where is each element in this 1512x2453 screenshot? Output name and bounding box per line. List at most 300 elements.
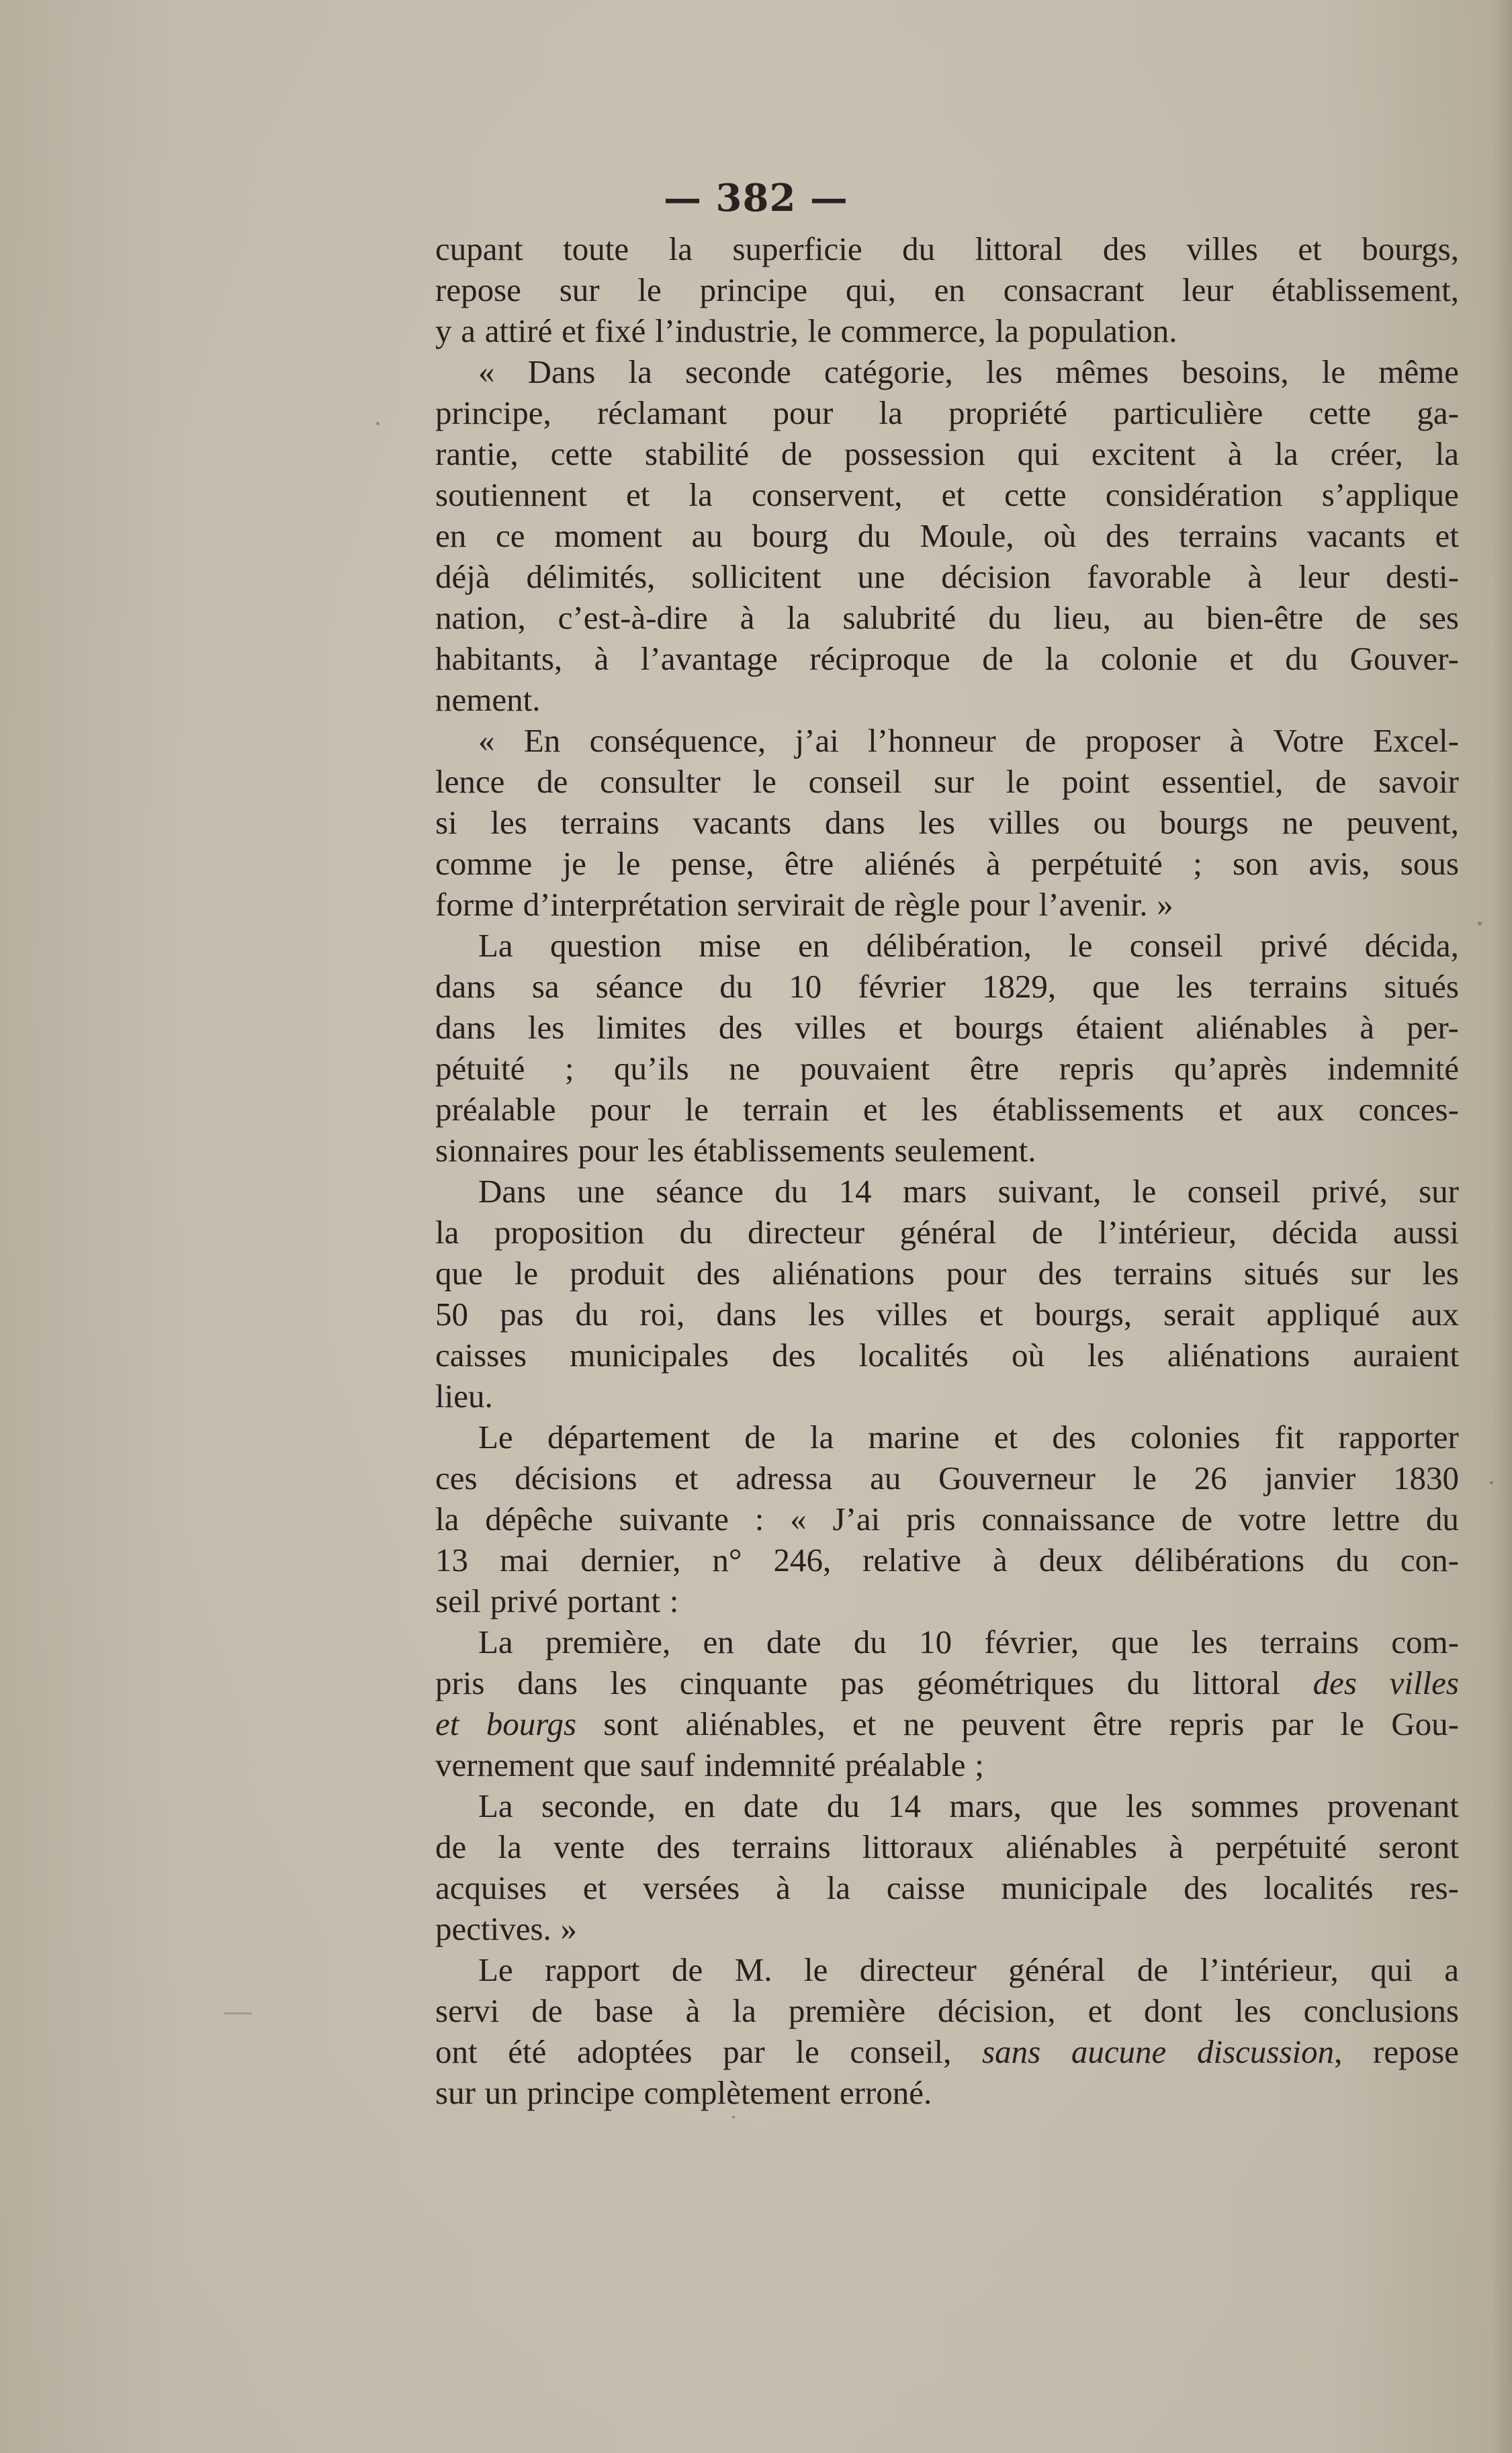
text-word: en [703, 1623, 734, 1660]
text-word: des [718, 1009, 763, 1046]
text-word: possession [844, 435, 985, 472]
text-word: au [870, 1460, 901, 1497]
text-word: le [803, 1951, 828, 1988]
text-word: la [732, 1992, 756, 2029]
text-word: servi [435, 1992, 500, 2029]
text-word: de [1025, 722, 1057, 759]
text-word: portant [567, 1582, 660, 1619]
text-line [435, 1048, 1459, 1089]
text-word: son [1232, 845, 1279, 882]
text-word: je [562, 845, 586, 882]
text-word: bourgs [486, 1705, 577, 1742]
text-word: La [478, 1623, 513, 1660]
text-word: aliénables [1006, 1828, 1137, 1865]
text-word: séance [595, 968, 684, 1005]
text-word: dont [1143, 1992, 1203, 2029]
text-word: colonie [1100, 640, 1198, 677]
text-word: par [723, 2033, 765, 2070]
text-word: provenant [1327, 1787, 1459, 1824]
text-word: et [435, 1705, 459, 1742]
text-word: la [668, 230, 693, 267]
text-word: fixé [594, 312, 646, 349]
text-word: ou [1093, 804, 1126, 841]
text-word: roi, [639, 1296, 685, 1333]
text-line [435, 269, 1459, 310]
text-word: général [1008, 1951, 1106, 1988]
text-word: localités [858, 1337, 969, 1374]
text-word: les [490, 804, 527, 841]
text-word: décision, [938, 1992, 1056, 2029]
text-word: a [461, 312, 476, 349]
text-word: excitent [1091, 435, 1196, 472]
text-word: indemnité [1327, 1050, 1459, 1087]
text-word: base [594, 1992, 654, 2029]
text-word: étaient [1075, 1009, 1164, 1046]
text-line [435, 638, 1459, 679]
text-word: adoptées [577, 2033, 693, 2070]
text-word: de [1137, 1951, 1169, 1988]
text-word: pétuité [435, 1050, 525, 1087]
text-word: de [854, 886, 885, 923]
text-word: sauf [639, 1746, 695, 1783]
text-word: a [1444, 1951, 1459, 1988]
paper-speck [1490, 1481, 1493, 1484]
text-word: y [435, 312, 452, 349]
text-word: le [637, 271, 662, 308]
text-line [435, 1703, 1459, 1744]
text-line [435, 1007, 1459, 1048]
text-line [435, 392, 1459, 433]
text-word: villes [1389, 1664, 1459, 1701]
text-word: 13 [435, 1542, 468, 1578]
text-word: de [1181, 1501, 1213, 1537]
text-word: seconde [684, 353, 791, 390]
text-word: versées [643, 1869, 740, 1906]
text-word: de [672, 1951, 703, 1988]
paper-speck [376, 422, 380, 425]
text-word: aliénables [1196, 1009, 1328, 1046]
text-word: pectives. [435, 1910, 551, 1947]
text-word: 246, [773, 1542, 832, 1578]
text-word: ne [729, 1050, 760, 1087]
text-word: de [531, 1992, 563, 2029]
text-word: sur [934, 763, 975, 800]
text-word: le [684, 1091, 709, 1128]
text-line [435, 1130, 1459, 1171]
text-word: département [547, 1419, 711, 1456]
text-word: particulière [1113, 394, 1263, 431]
text-word: catégorie, [824, 353, 953, 390]
text-line [435, 1458, 1459, 1499]
text-word: à [1227, 435, 1243, 472]
text-word: les [527, 1009, 565, 1046]
text-line [435, 2031, 1459, 2072]
text-word: bourgs, [1034, 1296, 1132, 1333]
text-word: été [508, 2033, 547, 2070]
text-word: stabilité [644, 435, 750, 472]
text-word: Moule, [920, 517, 1014, 554]
text-word: la [435, 1214, 459, 1251]
text-word: dans [716, 1296, 777, 1333]
text-word: seconde, [541, 1787, 656, 1824]
text-word: sa [531, 968, 560, 1005]
text-word: première [788, 1992, 905, 2029]
text-word: consulter [600, 763, 721, 800]
text-word: du [1425, 1501, 1459, 1537]
text-word: ne [903, 1705, 934, 1742]
text-word: délibération, [866, 927, 1032, 964]
text-word: qu’après [1173, 1050, 1288, 1087]
text-word: mars [903, 1173, 967, 1210]
text-word: forme [435, 886, 514, 923]
text-word: et [852, 1705, 877, 1742]
paper-speck [224, 2012, 252, 2014]
text-line [435, 1171, 1459, 1212]
text-word: du [853, 1623, 887, 1660]
text-word: colonies [1130, 1419, 1241, 1456]
text-word: de [982, 640, 1014, 677]
text-word: qu’ils [614, 1050, 689, 1087]
text-word: situés [1243, 1255, 1319, 1292]
text-word: superficie [732, 230, 862, 267]
text-word: du [774, 1173, 808, 1210]
text-word: Gou- [1391, 1705, 1459, 1742]
text-word: toute [563, 230, 629, 267]
text-word: La [478, 1787, 513, 1824]
text-word: que [583, 1746, 631, 1783]
text-word: à [985, 845, 1001, 882]
text-word: sans [982, 2033, 1041, 2070]
text-word: déjà [435, 558, 490, 595]
text-word: situés [1384, 968, 1459, 1005]
text-word: général [899, 1214, 997, 1251]
text-line [435, 1376, 1459, 1417]
text-word: en [798, 927, 830, 964]
text-word: cette [1308, 394, 1372, 431]
text-word: décida [1272, 1214, 1358, 1251]
text-word: le [1340, 1705, 1364, 1742]
text-word: du [1335, 1542, 1369, 1578]
text-word: à [1229, 722, 1245, 759]
text-word: lettre [1332, 1501, 1400, 1537]
page-edge-shadow [1492, 0, 1512, 2453]
text-word: les [1126, 1787, 1163, 1824]
text-word: le [1321, 353, 1346, 390]
text-word: des [1038, 1255, 1082, 1292]
text-word: seil [435, 1582, 482, 1619]
text-word: et [863, 1091, 887, 1128]
text-word: de [1032, 1214, 1063, 1251]
text-word: décision [941, 558, 1051, 595]
text-word: seulement. [894, 1132, 1036, 1169]
text-word: en [435, 517, 467, 554]
text-word: des [1106, 517, 1150, 554]
text-word: pour [772, 394, 834, 431]
text-word: comme [435, 845, 533, 882]
text-word: l’avenir. [1038, 886, 1148, 923]
text-word: séance [656, 1173, 744, 1210]
text-word: limites [596, 1009, 686, 1046]
text-word: et [1087, 1992, 1112, 2029]
text-word: lieu. [435, 1378, 493, 1415]
text-word: lieu, [1053, 599, 1111, 636]
text-line [435, 1540, 1459, 1580]
text-word: aliénés [864, 845, 956, 882]
text-word: directeur [859, 1951, 977, 1988]
text-word: directeur [748, 1214, 865, 1251]
text-word: pouvaient [799, 1050, 930, 1087]
text-word: per- [1407, 1009, 1459, 1046]
text-word: aliénations [1167, 1337, 1310, 1374]
text-word: pense, [670, 845, 754, 882]
text-word: février, [984, 1623, 1079, 1660]
text-word: discussion, [1196, 2033, 1343, 2070]
text-line [435, 310, 1459, 351]
text-word: terrains [1113, 1255, 1212, 1292]
text-line [435, 884, 1459, 925]
text-word: vacants [1306, 517, 1406, 554]
text-word: bourgs [954, 1009, 1044, 1046]
text-word: com- [1391, 1623, 1459, 1660]
text-word: favorable [1087, 558, 1212, 595]
text-word: littoraux [862, 1828, 974, 1865]
text-word: ; [1193, 845, 1202, 882]
text-word: au [1143, 599, 1174, 636]
text-word: être [784, 845, 834, 882]
text-word: les [610, 1664, 648, 1701]
text-word: principe [699, 271, 808, 308]
text-word: connaissance [981, 1501, 1155, 1537]
text-word: des [1052, 1419, 1096, 1456]
text-word: le [807, 312, 832, 349]
text-word: par [1271, 1705, 1314, 1742]
text-word: ses [1419, 599, 1459, 636]
text-word: repris [1059, 1050, 1135, 1087]
text-word: conseil [1129, 927, 1223, 964]
text-line [435, 1949, 1459, 1990]
text-word: : [669, 1582, 679, 1619]
text-word: indemnité [704, 1746, 836, 1783]
text-word: fit [1274, 1419, 1304, 1456]
text-word: le [1132, 1173, 1157, 1210]
text-word: qui [1370, 1951, 1413, 1988]
text-word: terrain [743, 1091, 829, 1128]
text-word: les [808, 1296, 845, 1333]
text-word: 1830 [1393, 1460, 1459, 1497]
text-word: adressa [736, 1460, 833, 1497]
text-word: géométriques [916, 1664, 1094, 1701]
text-word: conservent, [752, 476, 903, 513]
text-word: règle [894, 886, 961, 923]
text-word: considération [1105, 476, 1283, 513]
text-word: peuvent, [1346, 804, 1459, 841]
text-word: caisse [886, 1869, 965, 1906]
text-word: villes [988, 804, 1060, 841]
text-word: proposer [1085, 722, 1201, 759]
text-word: la [787, 599, 811, 636]
text-word: attiré [484, 312, 553, 349]
text-line [435, 1580, 1459, 1621]
text-word: le [1069, 927, 1093, 964]
text-word: à [1169, 1828, 1184, 1865]
text-word: décida, [1364, 927, 1459, 964]
text-word: municipales [570, 1337, 729, 1374]
text-word: lence [435, 763, 505, 800]
text-word: sur [435, 2074, 476, 2111]
text-word: en [684, 1787, 715, 1824]
text-word: que [1111, 1623, 1159, 1660]
text-word: établissements [992, 1091, 1184, 1128]
text-word: 10 [919, 1623, 952, 1660]
text-word: dans [435, 1009, 496, 1046]
text-word: proposition [494, 1214, 645, 1251]
text-word: pas [840, 1664, 885, 1701]
text-word: sur [1350, 1255, 1391, 1292]
text-word: soutiennent [435, 476, 587, 513]
text-word: à [740, 599, 755, 636]
text-line [435, 1744, 1459, 1785]
text-word: res- [1409, 1869, 1459, 1906]
text-word: : [754, 1501, 764, 1537]
text-word: de [435, 1828, 467, 1865]
text-word: sur [559, 271, 600, 308]
text-line [435, 1785, 1459, 1826]
text-word: ; [975, 1746, 984, 1783]
text-line [435, 2072, 1459, 2113]
text-word: une [577, 1173, 625, 1210]
paper-speck [732, 2116, 735, 2118]
text-word: que [435, 1255, 483, 1292]
text-word: terrains [1260, 1623, 1360, 1660]
text-word: date [743, 1787, 799, 1824]
text-word: caisses [435, 1337, 527, 1374]
text-word: point [1061, 763, 1130, 800]
text-word: vente [553, 1828, 625, 1865]
text-line [435, 1417, 1459, 1458]
text-word: du [1126, 1664, 1160, 1701]
text-word: En [523, 722, 561, 759]
text-word: littoral [975, 230, 1063, 267]
text-word: et [674, 1460, 699, 1497]
text-word: votre [1238, 1501, 1306, 1537]
paper-speck [1478, 922, 1482, 926]
text-word: l’honneur [868, 722, 996, 759]
text-word: relative [862, 1542, 962, 1578]
text-word: à [1247, 558, 1263, 595]
text-line [435, 1294, 1459, 1335]
text-word: et [898, 1009, 922, 1046]
text-word: cette [1004, 476, 1067, 513]
text-word: être [969, 1050, 1020, 1087]
text-line [435, 720, 1459, 761]
text-word: dépêche [485, 1501, 593, 1537]
text-word: commerce, [840, 312, 986, 349]
text-word: ces [435, 1460, 478, 1497]
text-word: « [478, 722, 495, 759]
text-word: préalable [435, 1091, 556, 1128]
text-word: ne [1282, 804, 1313, 841]
text-word: bien-être [1206, 599, 1323, 636]
text-word: acquises [435, 1869, 547, 1906]
text-word: cupant [435, 230, 523, 267]
text-line [435, 1662, 1459, 1703]
text-word: aux [1276, 1091, 1325, 1128]
text-word: ; [564, 1050, 574, 1087]
text-word: réclamant [597, 394, 727, 431]
text-word: les [1422, 1255, 1459, 1292]
text-word: et [1435, 517, 1459, 554]
text-word: consacrant [1003, 271, 1145, 308]
text-word: principe [527, 2074, 635, 2111]
text-word: 14 [838, 1173, 872, 1210]
text-line [435, 1908, 1459, 1949]
text-word: rapporter [1338, 1419, 1459, 1456]
text-word: villes [876, 1296, 948, 1333]
text-word: 1829, [981, 968, 1057, 1005]
text-word: février [858, 968, 946, 1005]
text-word: établissements [693, 1132, 885, 1169]
text-word: repose [1373, 2033, 1459, 2070]
text-word: et [993, 1419, 1018, 1456]
text-word: du [902, 230, 936, 267]
text-word: conces- [1358, 1091, 1459, 1128]
text-word: Le [478, 1951, 513, 1988]
text-line [435, 1335, 1459, 1376]
text-word: « [478, 353, 495, 390]
text-word: et [562, 312, 586, 349]
text-word: pris [906, 1501, 956, 1537]
text-word: question [549, 927, 662, 964]
text-word: seront [1378, 1828, 1459, 1865]
text-word: des [656, 1828, 701, 1865]
text-word: le [795, 2033, 819, 2070]
text-line [435, 679, 1459, 720]
text-word: un [484, 2074, 518, 2111]
text-word: janvier [1264, 1460, 1356, 1497]
text-word: que [1050, 1787, 1098, 1824]
text-word: perpétuité [1030, 845, 1163, 882]
text-word: pour [946, 1255, 1007, 1292]
text-line [435, 228, 1459, 269]
text-line [435, 1089, 1459, 1130]
text-word: des [696, 1255, 741, 1292]
text-word: » [560, 1910, 578, 1947]
text-line [435, 966, 1459, 1007]
text-line [435, 1621, 1459, 1662]
text-word: et [979, 1296, 1004, 1333]
text-word: Le [478, 1419, 513, 1456]
text-word: à [594, 640, 609, 677]
text-word: besoins, [1182, 353, 1289, 390]
text-word: l’intérieur, [1200, 1951, 1339, 1988]
text-line [435, 351, 1459, 392]
text-word: terrains [731, 1828, 831, 1865]
text-word: bourg [752, 517, 828, 554]
text-word: pris [435, 1664, 485, 1701]
text-word: même [1378, 353, 1459, 390]
text-word: peuvent [961, 1705, 1066, 1742]
text-word: avis, [1308, 845, 1370, 882]
text-word: habitants, [435, 640, 563, 677]
text-line [435, 925, 1459, 966]
text-word: la [498, 1828, 522, 1865]
text-line [435, 433, 1459, 474]
text-word: 50 [435, 1296, 468, 1333]
text-word: sommes [1191, 1787, 1299, 1824]
text-word: deux [1038, 1542, 1103, 1578]
text-word: dans [517, 1664, 578, 1701]
text-word: M. [734, 1951, 772, 1988]
